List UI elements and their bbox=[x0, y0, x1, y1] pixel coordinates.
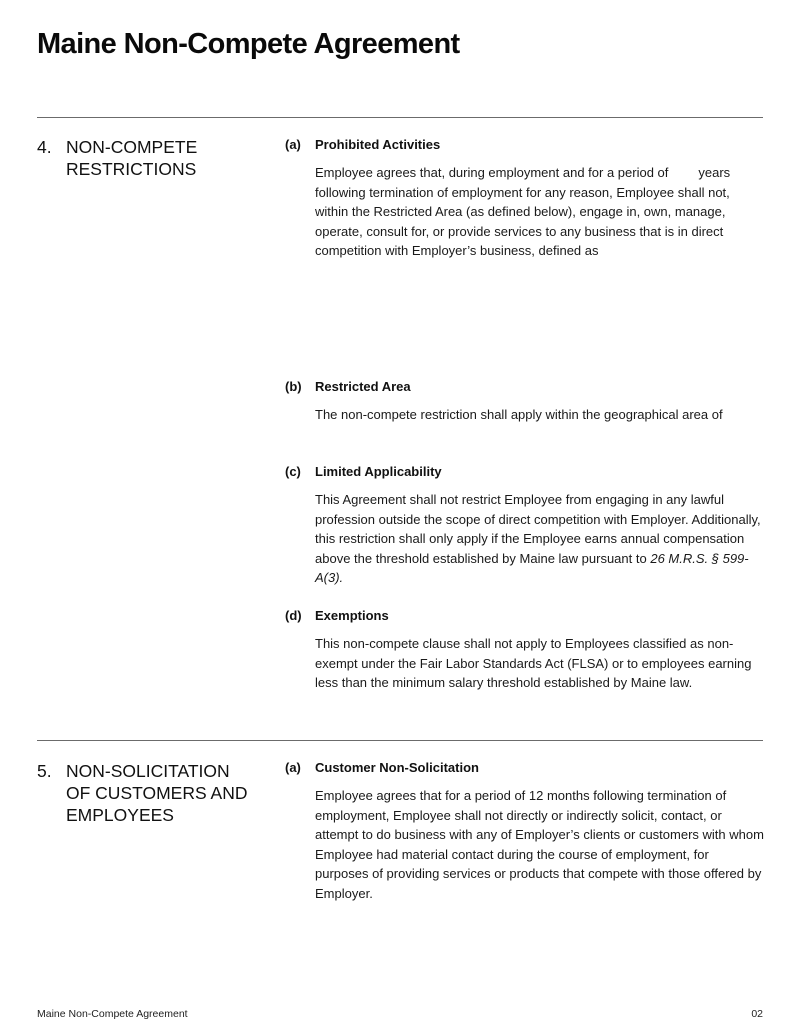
clause-body bbox=[315, 163, 765, 261]
clause-title: Restricted Area bbox=[315, 379, 411, 394]
section-divider bbox=[37, 740, 763, 741]
statute-citation: 26 M.R.S. § 599-A(3). bbox=[315, 550, 749, 586]
section-number: 4. bbox=[37, 137, 52, 157]
clause-title: Exemptions bbox=[315, 608, 389, 623]
clause-letter: (c) bbox=[285, 464, 301, 479]
footer-document-title: Maine Non-Compete Agreement bbox=[37, 1008, 188, 1020]
clause-body: The non-compete restriction shall apply within the geographical area of bbox=[315, 407, 723, 422]
years-blank-suffix: years bbox=[698, 165, 731, 180]
clause-letter: (a) bbox=[285, 137, 301, 152]
clause-title: Prohibited Activities bbox=[315, 137, 441, 152]
clause-letter: (b) bbox=[285, 379, 302, 394]
section-title: NON-COMPETE RESTRICTIONS bbox=[66, 137, 198, 179]
footer-page-number: 02 bbox=[751, 1008, 763, 1020]
clause-letter: (a) bbox=[285, 760, 301, 775]
clause-text: This Agreement shall not restrict Employee from engaging in any lawful profession outside the scope of direct competition with Employer. Additionally, this restriction shall only apply if the Employee earns annual compensation above the threshold established by Maine law pursuant to bbox=[315, 492, 761, 566]
clause-body: Employee agrees that for a period of 12 months following termination of employment, Employee shall not directly or indirectly solicit, contact, or attempt to do business with any of Employer’s clients or customers with whom Employee had material contact during the course of employment, for purposes of providing services or products that compete with those offered by Employer. bbox=[315, 788, 764, 901]
document-title: Maine Non-Compete Agreement bbox=[37, 28, 460, 60]
section-title: NON-SOLICITATION OF CUSTOMERS AND EMPLOYEES bbox=[66, 761, 248, 825]
clause-body: This non-compete clause shall not apply to Employees classified as non-exempt under the Fair Labor Standards Act (FLSA) or to employees earning less than the minimum salary threshold established by Maine law. bbox=[315, 636, 752, 691]
clause-body bbox=[315, 490, 765, 588]
clause-text-continued: following termination of employment for any reason, Employee shall not, within the Restricted Area (as defined below), engage in, own, manage, operate, consult for, or provide services to any business that is in direct competition with Employer’s business, defined as bbox=[315, 184, 730, 259]
section-number: 5. bbox=[37, 761, 52, 781]
clause-title: Customer Non-Solicitation bbox=[315, 760, 479, 775]
clause-letter: (d) bbox=[285, 608, 302, 623]
clause-text: Employee agrees that, during employment and for a period of bbox=[315, 165, 669, 180]
section-divider bbox=[37, 117, 763, 118]
clause-title: Limited Applicability bbox=[315, 464, 442, 479]
